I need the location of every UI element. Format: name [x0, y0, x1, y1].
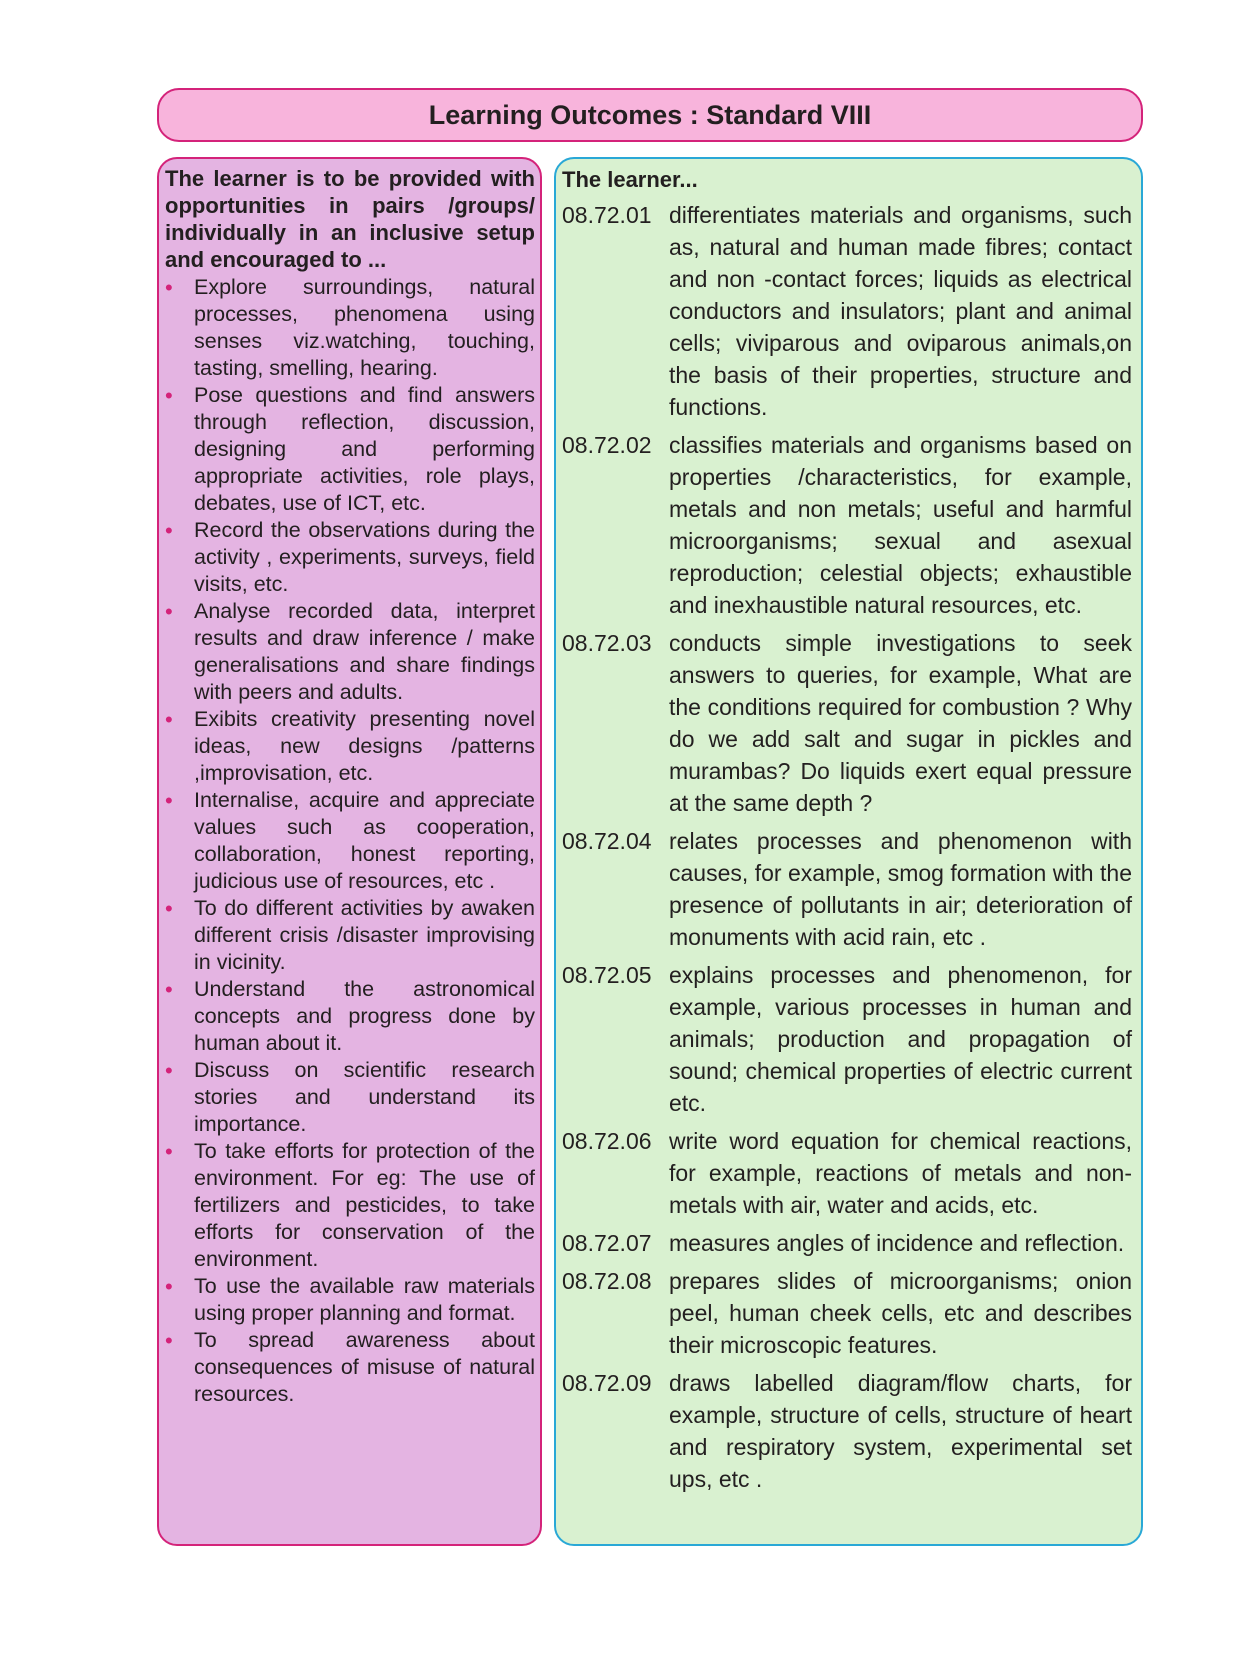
bullet-icon: • [165, 788, 173, 813]
outcome-text: write word equation for chemical reactions, for example, reactions of metals and non-metals with air, water and acids, etc. [669, 1128, 1132, 1218]
outcome-text: classifies materials and organisms based on properties /characteristics, for example, metals and non metals; useful and harmful microorganisms; sexual and asexual reproduction; celestial objects; exhaustible and inexhaustible natural resources, etc. [669, 432, 1132, 618]
bullet-icon: • [165, 1139, 173, 1164]
list-item-text: Record the observations during the activity , experiments, surveys, field visits, etc. [194, 518, 535, 596]
list-item-text: Explore surroundings, natural processes, phenomena using senses viz.watching, touching, tasting, smelling, hearing. [194, 275, 535, 380]
list-item [165, 976, 535, 1057]
list-item-text: Internalise, acquire and appreciate values such as cooperation, collaboration, honest reporting, judicious use of resources, etc . [194, 788, 535, 893]
outcome-text: measures angles of incidence and reflection. [669, 1230, 1125, 1256]
list-item-text: To take efforts for protection of the environment. For eg: The use of fertilizers and pesticides, to take efforts for conservation of the environment. [194, 1139, 535, 1271]
bullet-icon: • [165, 518, 173, 543]
list-item [165, 706, 535, 787]
outcome-item [562, 199, 1132, 423]
outcomes-list [562, 199, 1132, 1495]
list-item [165, 1057, 535, 1138]
outcome-code: 08.72.07 [562, 1230, 652, 1256]
list-item-text: Analyse recorded data, interpret results and draw inference / make generalisations and share findings with peers and adults. [194, 599, 535, 704]
list-item [165, 1273, 535, 1327]
outcome-item [562, 1265, 1132, 1361]
list-item [165, 517, 535, 598]
bullet-icon: • [165, 599, 173, 624]
outcomes-heading: The learner... [562, 167, 698, 192]
bullet-icon: • [165, 977, 173, 1002]
outcome-item [562, 1125, 1132, 1221]
page-title [157, 88, 1143, 142]
outcome-text: prepares slides of microorganisms; onion peel, human cheek cells, etc and describes their microscopic features. [669, 1268, 1132, 1358]
bullet-icon: • [165, 1328, 173, 1353]
list-item-text: Understand the astronomical concepts and progress done by human about it. [194, 977, 535, 1055]
outcome-code: 08.72.02 [562, 432, 652, 458]
bullet-icon: • [165, 383, 173, 408]
outcome-code: 08.72.05 [562, 962, 652, 988]
outcome-item [562, 429, 1132, 621]
outcome-item [562, 1227, 1132, 1259]
list-item-text: To spread awareness about consequences of misuse of natural resources. [194, 1328, 535, 1406]
pedagogy-list [165, 274, 535, 1408]
list-item [165, 382, 535, 517]
bullet-icon: • [165, 707, 173, 732]
outcome-item [562, 959, 1132, 1119]
list-item [165, 895, 535, 976]
outcome-code: 08.72.01 [562, 202, 652, 228]
outcome-code: 08.72.09 [562, 1370, 652, 1396]
outcome-text: differentiates materials and organisms, such as, natural and human made fibres; contact and non -contact forces; liquids as electrical conductors and insulators; plant and animal cells; viviparous and oviparous animals,on the basis of their properties, structure and functions. [669, 202, 1132, 420]
outcome-code: 08.72.08 [562, 1268, 652, 1294]
list-item-text: To do different activities by awaken different crisis /disaster improvising in vicinity. [194, 896, 535, 974]
list-item-text: Discuss on scientific research stories and understand its importance. [194, 1058, 535, 1136]
list-item [165, 1327, 535, 1408]
list-item-text: Pose questions and find answers through reflection, discussion, designing and performing appropriate activities, role plays, debates, use of ICT, etc. [194, 383, 535, 515]
list-item [165, 598, 535, 706]
bullet-icon: • [165, 1274, 173, 1299]
outcome-text: explains processes and phenomenon, for example, various processes in human and animals; production and propagation of sound; chemical properties of electric current etc. [669, 962, 1132, 1116]
bullet-icon: • [165, 896, 173, 921]
outcome-text: conducts simple investigations to seek answers to queries, for example, What are the conditions required for combustion ? Why do we add salt and sugar in pickles and murambas? Do liquids exert equal pressure at the same depth ? [669, 630, 1132, 816]
list-item [165, 787, 535, 895]
pedagogy-panel [157, 157, 542, 1546]
list-item [165, 1138, 535, 1273]
outcome-code: 08.72.03 [562, 630, 652, 656]
outcome-code: 08.72.06 [562, 1128, 652, 1154]
bullet-icon: • [165, 275, 173, 300]
outcome-text: relates processes and phenomenon with causes, for example, smog formation with the presence of pollutants in air; deterioration of monuments with acid rain, etc . [669, 828, 1132, 950]
outcome-item [562, 825, 1132, 953]
outcome-item [562, 627, 1132, 819]
outcome-code: 08.72.04 [562, 828, 652, 854]
list-item-text: Exibits creativity presenting novel ideas, new designs /patterns ,improvisation, etc. [194, 707, 535, 785]
outcome-item [562, 1367, 1132, 1495]
page-title-text: Learning Outcomes : Standard VIII [428, 99, 872, 130]
bullet-icon: • [165, 1058, 173, 1083]
list-item [165, 274, 535, 382]
pedagogy-heading: The learner is to be provided with opportunities in pairs /groups/ individually in an inclusive setup and encouraged to ... [165, 166, 535, 272]
outcomes-panel [554, 157, 1143, 1546]
list-item-text: To use the available raw materials using proper planning and format. [194, 1274, 535, 1325]
outcome-text: draws labelled diagram/flow charts, for example, structure of cells, structure of heart and respiratory system, experimental set ups, etc . [669, 1370, 1132, 1492]
